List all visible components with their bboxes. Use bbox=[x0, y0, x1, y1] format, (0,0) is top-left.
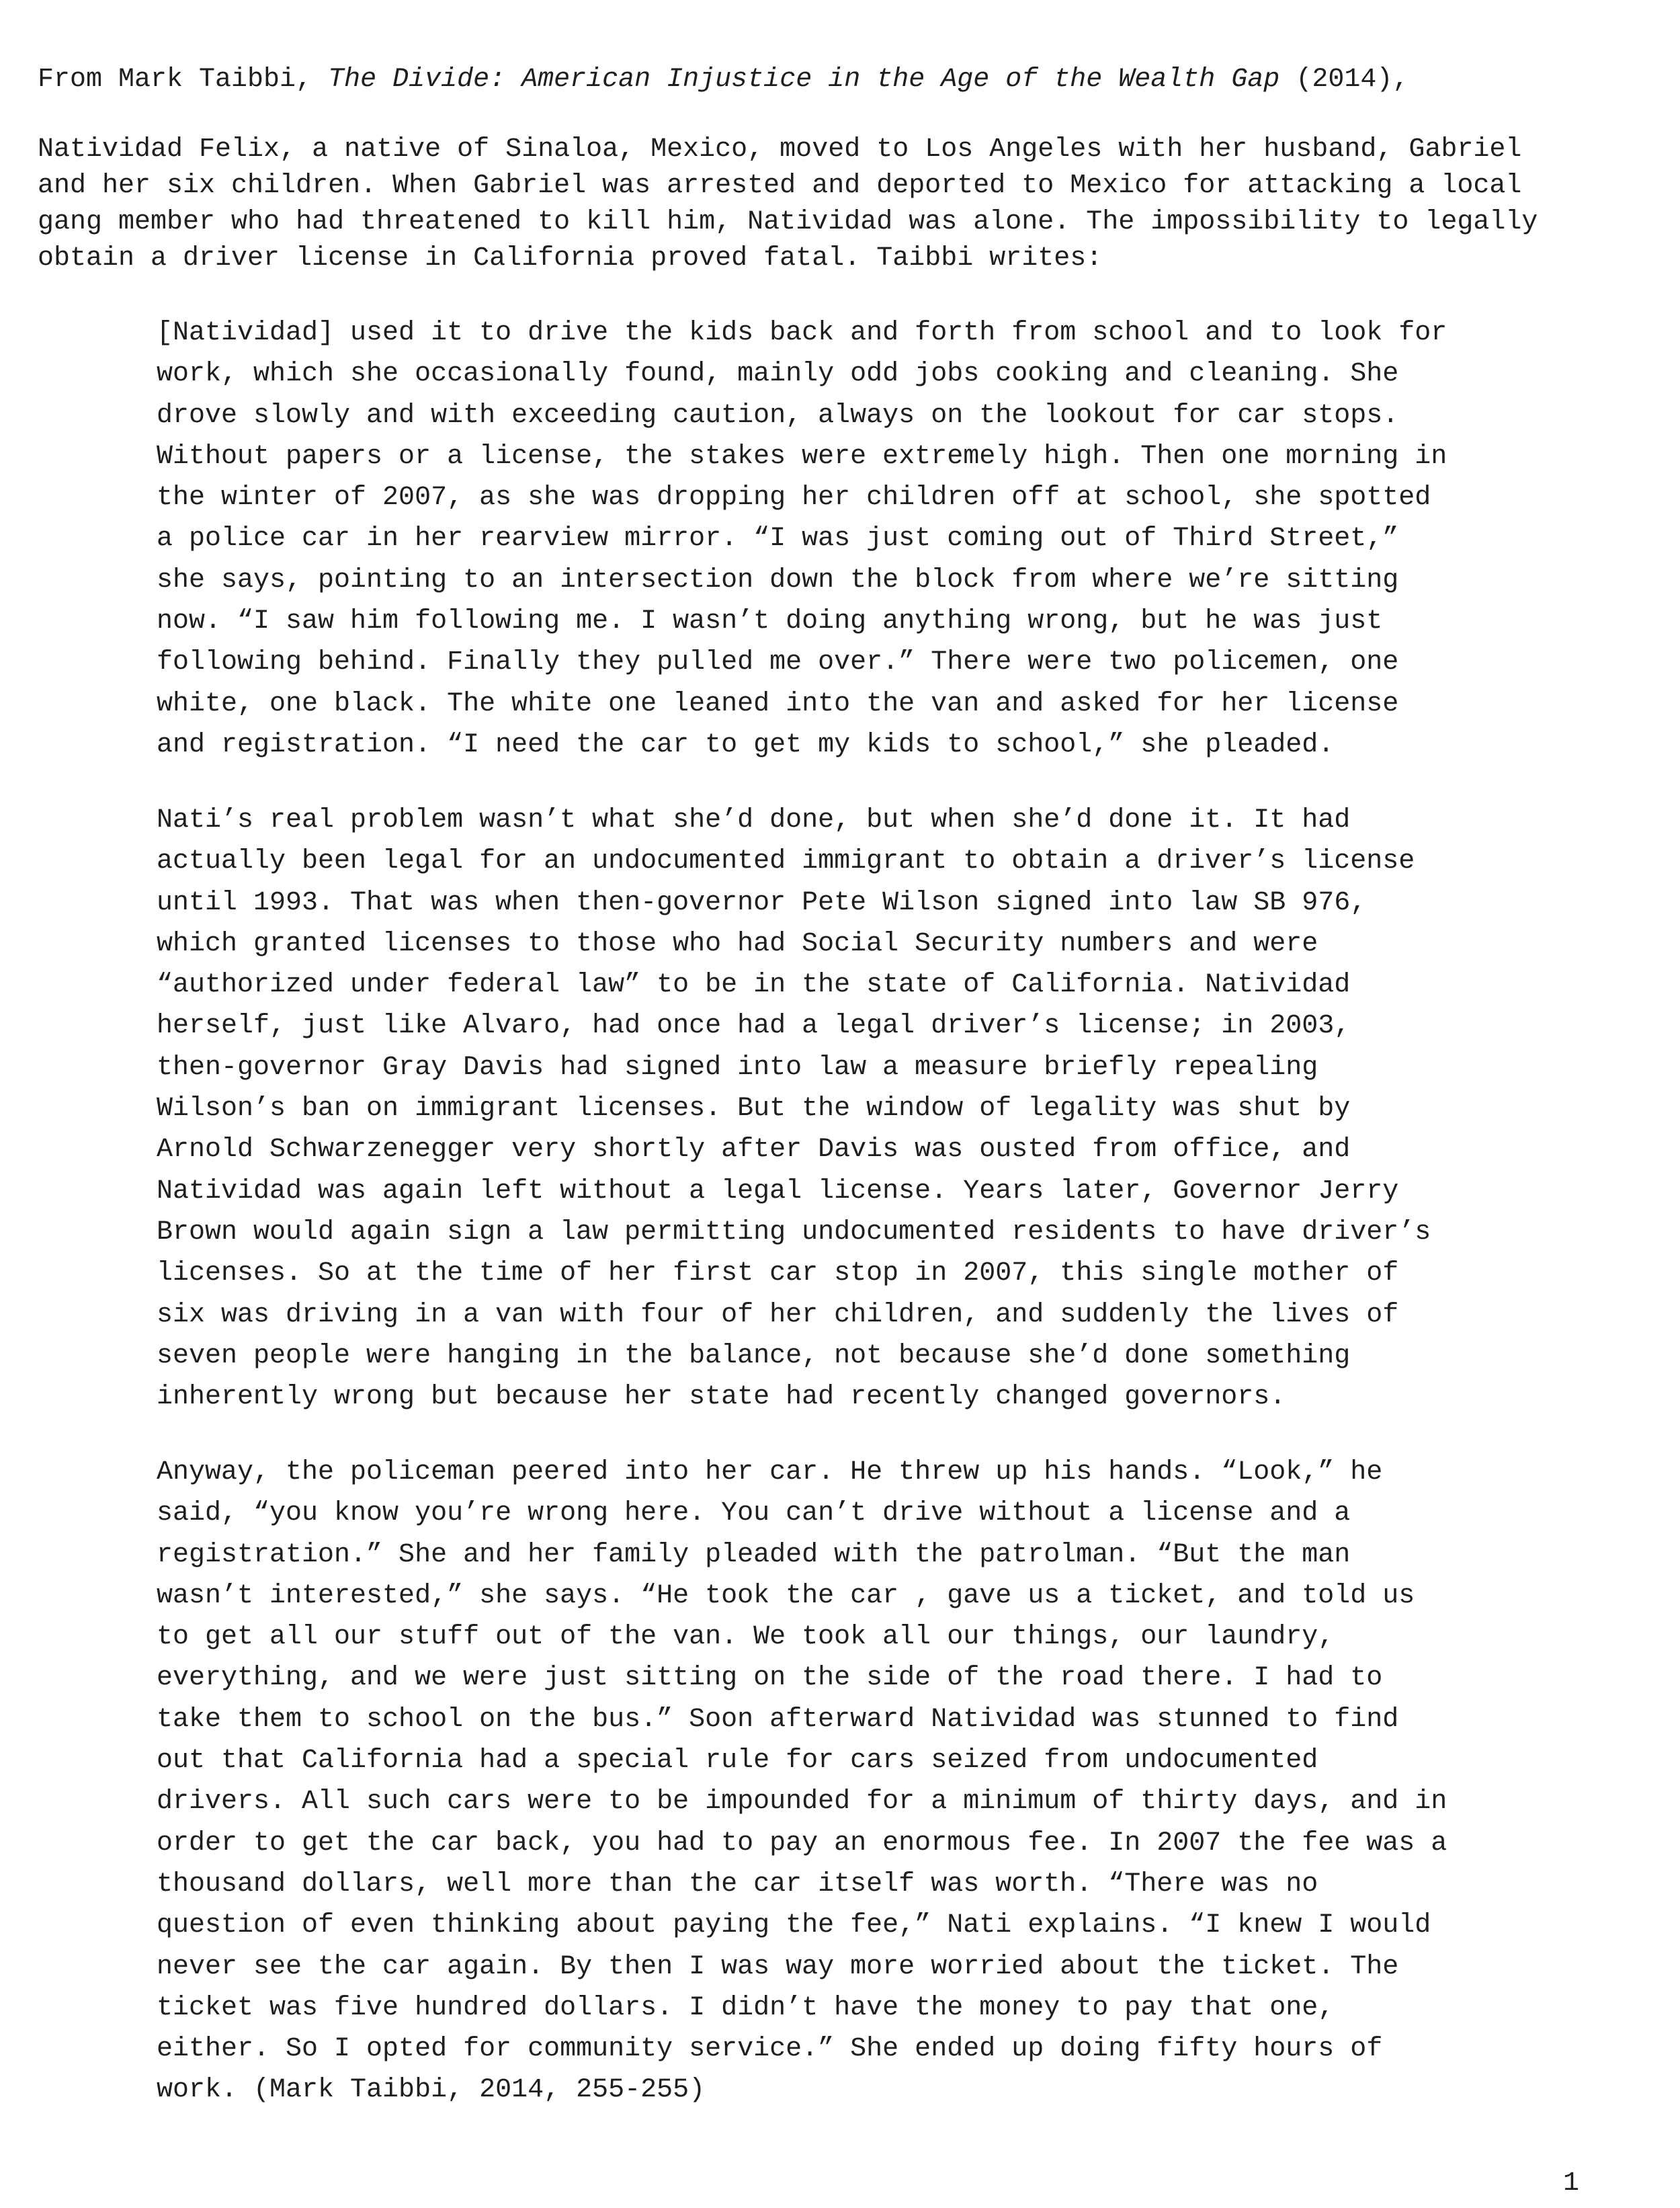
block-quote-paragraph-3: Anyway, the policeman peered into her car. He threw up his hands. “Look,” he said, “you know you’re wrong here. You can’t drive without a license and a registration.” She and her family pleaded with the patrolman. “But the man wasn’t interested,” she says. “He took the car , gave us a ticket, and told us to get all our stuff out of the van. We took all our things, our laundry, everything, and we were just sitting on the side of the road there. I had to take them to school on the bus.” Soon afterward Natividad was stunned to find out that California had a special rule for cars seized from undocumented drivers. All such cars were to be impounded for a minimum of thirty days, and in order to get the car back, you had to pay an enormous fee. In 2007 the fee was a thousand dollars, well more than the car itself was worth. “There was no question of even thinking about paying the fee,” Nati explains. “I knew I would never see the car again. By then I was way more worried about the ticket. The ticket was five hundred dollars. I didn’t have the money to pay that one, either. So I opted for community service.” She ended up doing fifty hours of work. (Mark Taibbi, 2014, 255-255) bbox=[157, 1457, 1447, 2106]
citation-prefix: From Mark Taibbi, bbox=[38, 65, 329, 95]
source-citation bbox=[38, 62, 1650, 98]
block-quote-paragraph-1: [Natividad] used it to drive the kids back and forth from school and to look for work, which she occasionally found, mainly odd jobs cooking and cleaning. She drove slowly and with exceeding caution, always on the lookout for car stops. Without papers or a license, the stakes were extremely high. Then one morning in the winter of 2007, as she was dropping her children off at school, she spotted a police car in her rearview mirror. “I was just coming out of Third Street,” she says, pointing to an intersection down the block from where we’re sitting now. “I saw him following me. I wasn’t doing anything wrong, but he was just following behind. Finally they pulled me over.” There were two policemen, one white, one black. The white one leaned into the van and asked for her license and registration. “I need the car to get my kids to school,” she pleaded. bbox=[157, 318, 1447, 760]
intro-paragraph: Natividad Felix, a native of Sinaloa, Mexico, moved to Los Angeles with her husband, Gabriel and her six children. When Gabriel was arrested and deported to Mexico for attacking a local gang member who had threatened to kill him, Natividad was alone. The impossibility to legally obtain a driver license in California proved fatal. Taibbi writes: bbox=[38, 134, 1538, 274]
book-title: The Divide: American Injustice in the Age of the Wealth Gap bbox=[328, 65, 1280, 95]
citation-suffix: (2014), bbox=[1279, 65, 1409, 95]
block-quote-paragraph-2: Nati’s real problem wasn’t what she’d done, but when she’d done it. It had actually been legal for an undocumented immigrant to obtain a driver’s license until 1993. That was when then-governor Pete Wilson signed into law SB 976, which granted licenses to those who had Social Security numbers and were “authorized under federal law” to be in the state of California. Natividad herself, just like Alvaro, had once had a legal driver’s license; in 2003, then-governor Gray Davis had signed into law a measure briefly repealing Wilson’s ban on immigrant licenses. But the window of legality was shut by Arnold Schwarzenegger very shortly after Davis was ousted from office, and Natividad was again left without a legal license. Years later, Governor Jerry Brown would again sign a law permitting undocumented residents to have driver’s licenses. So at the time of her first car stop in 2007, this single mother of six was driving in a van with four of her children, and suddenly the lives of seven people were hanging in the balance, not because she’d done something inherently wrong but because her state had recently changed governors. bbox=[157, 805, 1431, 1413]
page-number: 1 bbox=[1562, 2168, 1579, 2199]
